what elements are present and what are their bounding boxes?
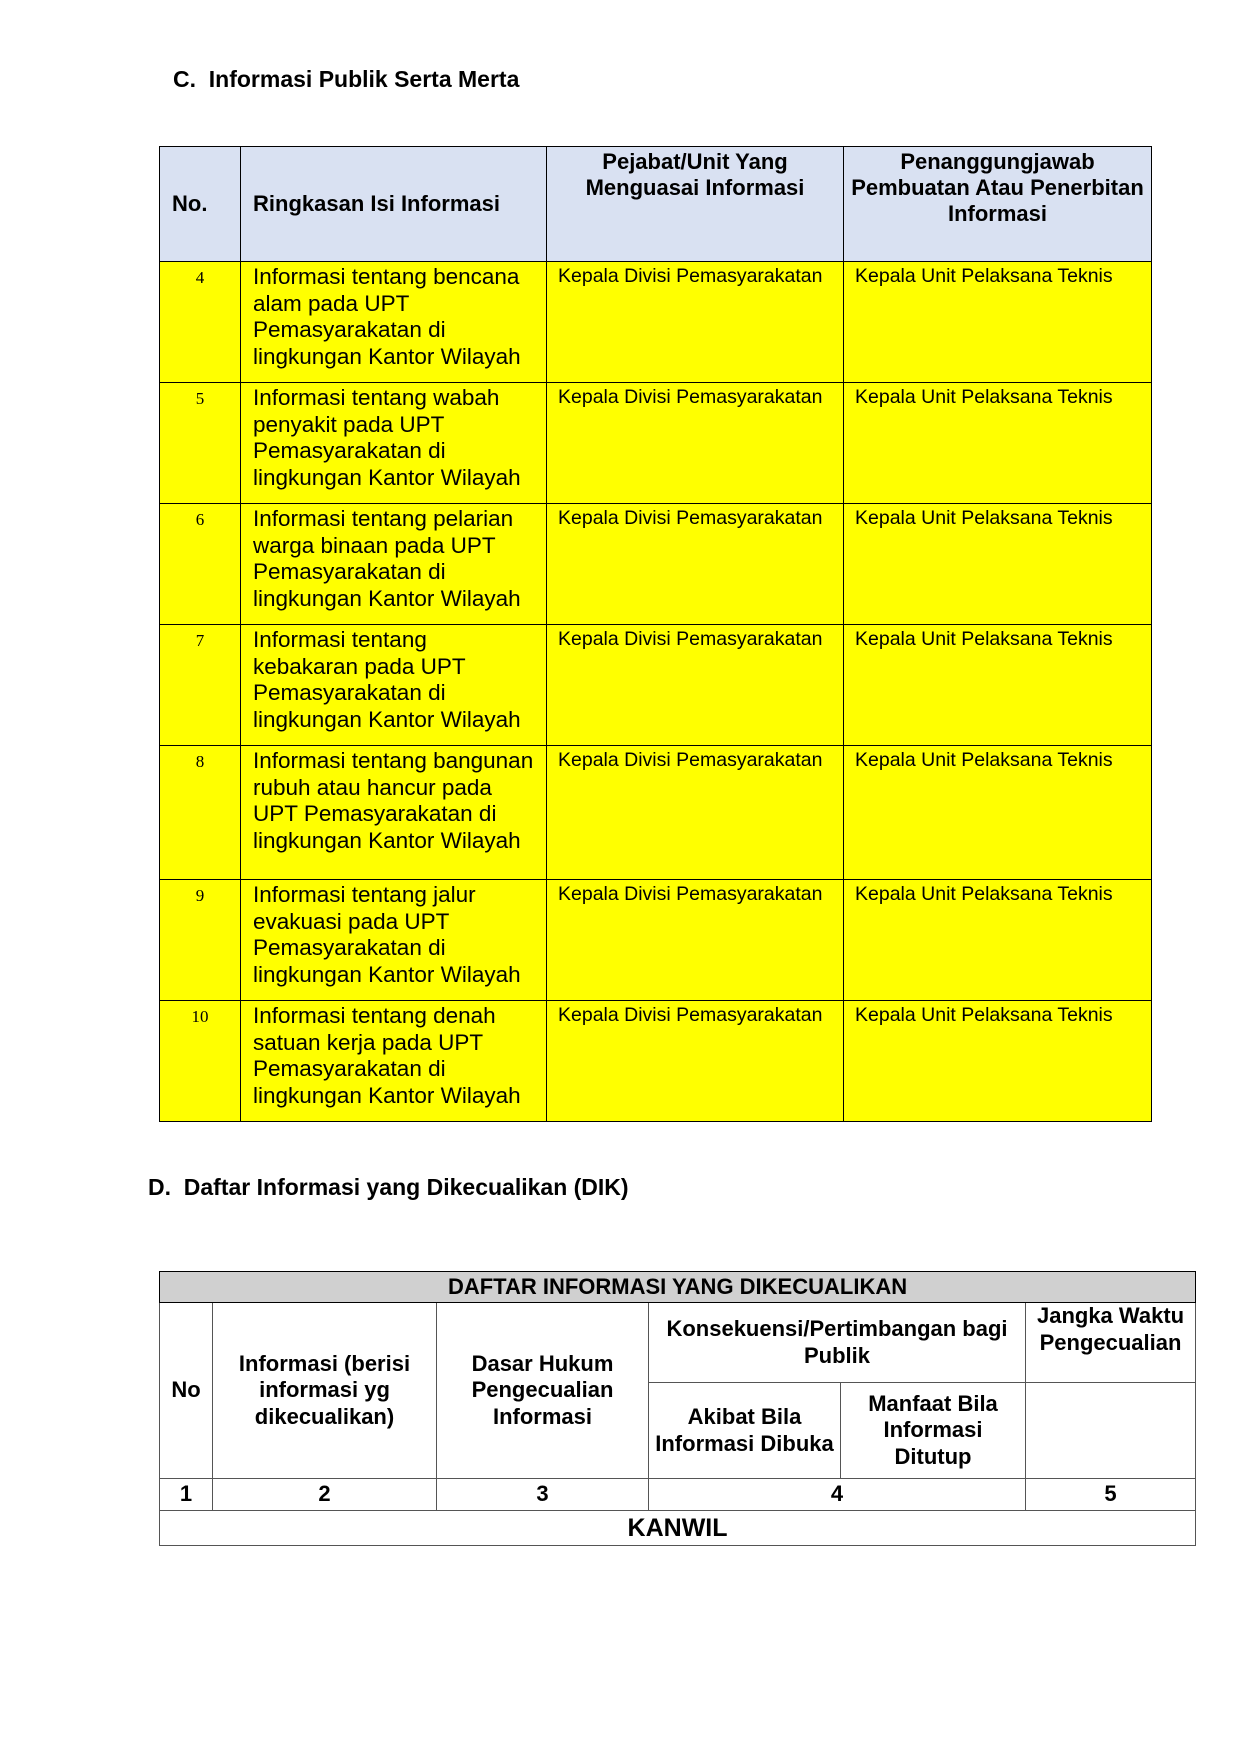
row-no: 8 [160,746,241,880]
col-header-official: Pejabat/Unit Yang Menguasai Informasi [547,147,844,262]
col-header-period-blank [1026,1383,1196,1479]
column-number: 5 [1026,1479,1196,1511]
col-header-legal-basis: Dasar Hukum Pengecualian Informasi [437,1303,649,1479]
dik-table [159,1271,1196,1546]
row-official: Kepala Divisi Pemasyarakatan [547,880,844,1001]
row-no: 7 [160,625,241,746]
table-row [160,262,1152,383]
col-header-info: Informasi (berisi informasi yg dikecualikan) [213,1303,437,1479]
row-no: 9 [160,880,241,1001]
row-responsible: Kepala Unit Pelaksana Teknis [844,1001,1152,1122]
row-summary: Informasi tentang wabah penyakit pada UPT Pemasyarakatan di lingkungan Kantor Wilayah [241,383,547,504]
row-official: Kepala Divisi Pemasyarakatan [547,504,844,625]
col-header-consequences: Konsekuensi/Pertimbangan bagi Publik [649,1303,1026,1383]
row-summary: Informasi tentang jalur evakuasi pada UPT Pemasyarakatan di lingkungan Kantor Wilayah [241,880,547,1001]
table-row [160,746,1152,880]
table-row [160,504,1152,625]
table-row [160,1001,1152,1122]
column-number: 2 [213,1479,437,1511]
column-number: 1 [160,1479,213,1511]
table-row [160,880,1152,1001]
column-number: 4 [649,1479,1026,1511]
group-label: KANWIL [160,1511,1196,1546]
row-summary: Informasi tentang bangunan rubuh atau hancur pada UPT Pemasyarakatan di lingkungan Kantor Wilayah [241,746,547,880]
col-header-no: No [160,1303,213,1479]
row-official: Kepala Divisi Pemasyarakatan [547,746,844,880]
dik-table-title: DAFTAR INFORMASI YANG DIKECUALIKAN [160,1272,1196,1303]
row-official: Kepala Divisi Pemasyarakatan [547,383,844,504]
column-number: 3 [437,1479,649,1511]
row-summary: Informasi tentang bencana alam pada UPT Pemasyarakatan di lingkungan Kantor Wilayah [241,262,547,383]
row-no: 6 [160,504,241,625]
table-header-row [160,147,1152,262]
serta-merta-table [159,146,1152,1122]
row-summary: Informasi tentang kebakaran pada UPT Pemasyarakatan di lingkungan Kantor Wilayah [241,625,547,746]
row-responsible: Kepala Unit Pelaksana Teknis [844,746,1152,880]
row-summary: Informasi tentang denah satuan kerja pada UPT Pemasyarakatan di lingkungan Kantor Wilayah [241,1001,547,1122]
row-no: 5 [160,383,241,504]
table-row [160,383,1152,504]
row-official: Kepala Divisi Pemasyarakatan [547,625,844,746]
row-responsible: Kepala Unit Pelaksana Teknis [844,383,1152,504]
col-header-consequence-closed: Manfaat Bila Informasi Ditutup [841,1383,1026,1479]
col-header-summary: Ringkasan Isi Informasi [241,147,547,262]
row-summary: Informasi tentang pelarian warga binaan pada UPT Pemasyarakatan di lingkungan Kantor Wilayah [241,504,547,625]
col-header-no: No. [160,147,241,262]
row-responsible: Kepala Unit Pelaksana Teknis [844,262,1152,383]
col-header-consequence-open: Akibat Bila Informasi Dibuka [649,1383,841,1479]
row-official: Kepala Divisi Pemasyarakatan [547,262,844,383]
row-responsible: Kepala Unit Pelaksana Teknis [844,625,1152,746]
col-header-period: Jangka Waktu Pengecualian [1026,1303,1196,1383]
row-no: 10 [160,1001,241,1122]
row-official: Kepala Divisi Pemasyarakatan [547,1001,844,1122]
section-c-heading: C. Informasi Publik Serta Merta [173,66,520,92]
section-d-heading: D. Daftar Informasi yang Dikecualikan (DIK) [148,1174,629,1200]
col-header-responsible: Penanggungjawab Pembuatan Atau Penerbitan Informasi [844,147,1152,262]
row-responsible: Kepala Unit Pelaksana Teknis [844,504,1152,625]
table-row [160,625,1152,746]
row-no: 4 [160,262,241,383]
row-responsible: Kepala Unit Pelaksana Teknis [844,880,1152,1001]
